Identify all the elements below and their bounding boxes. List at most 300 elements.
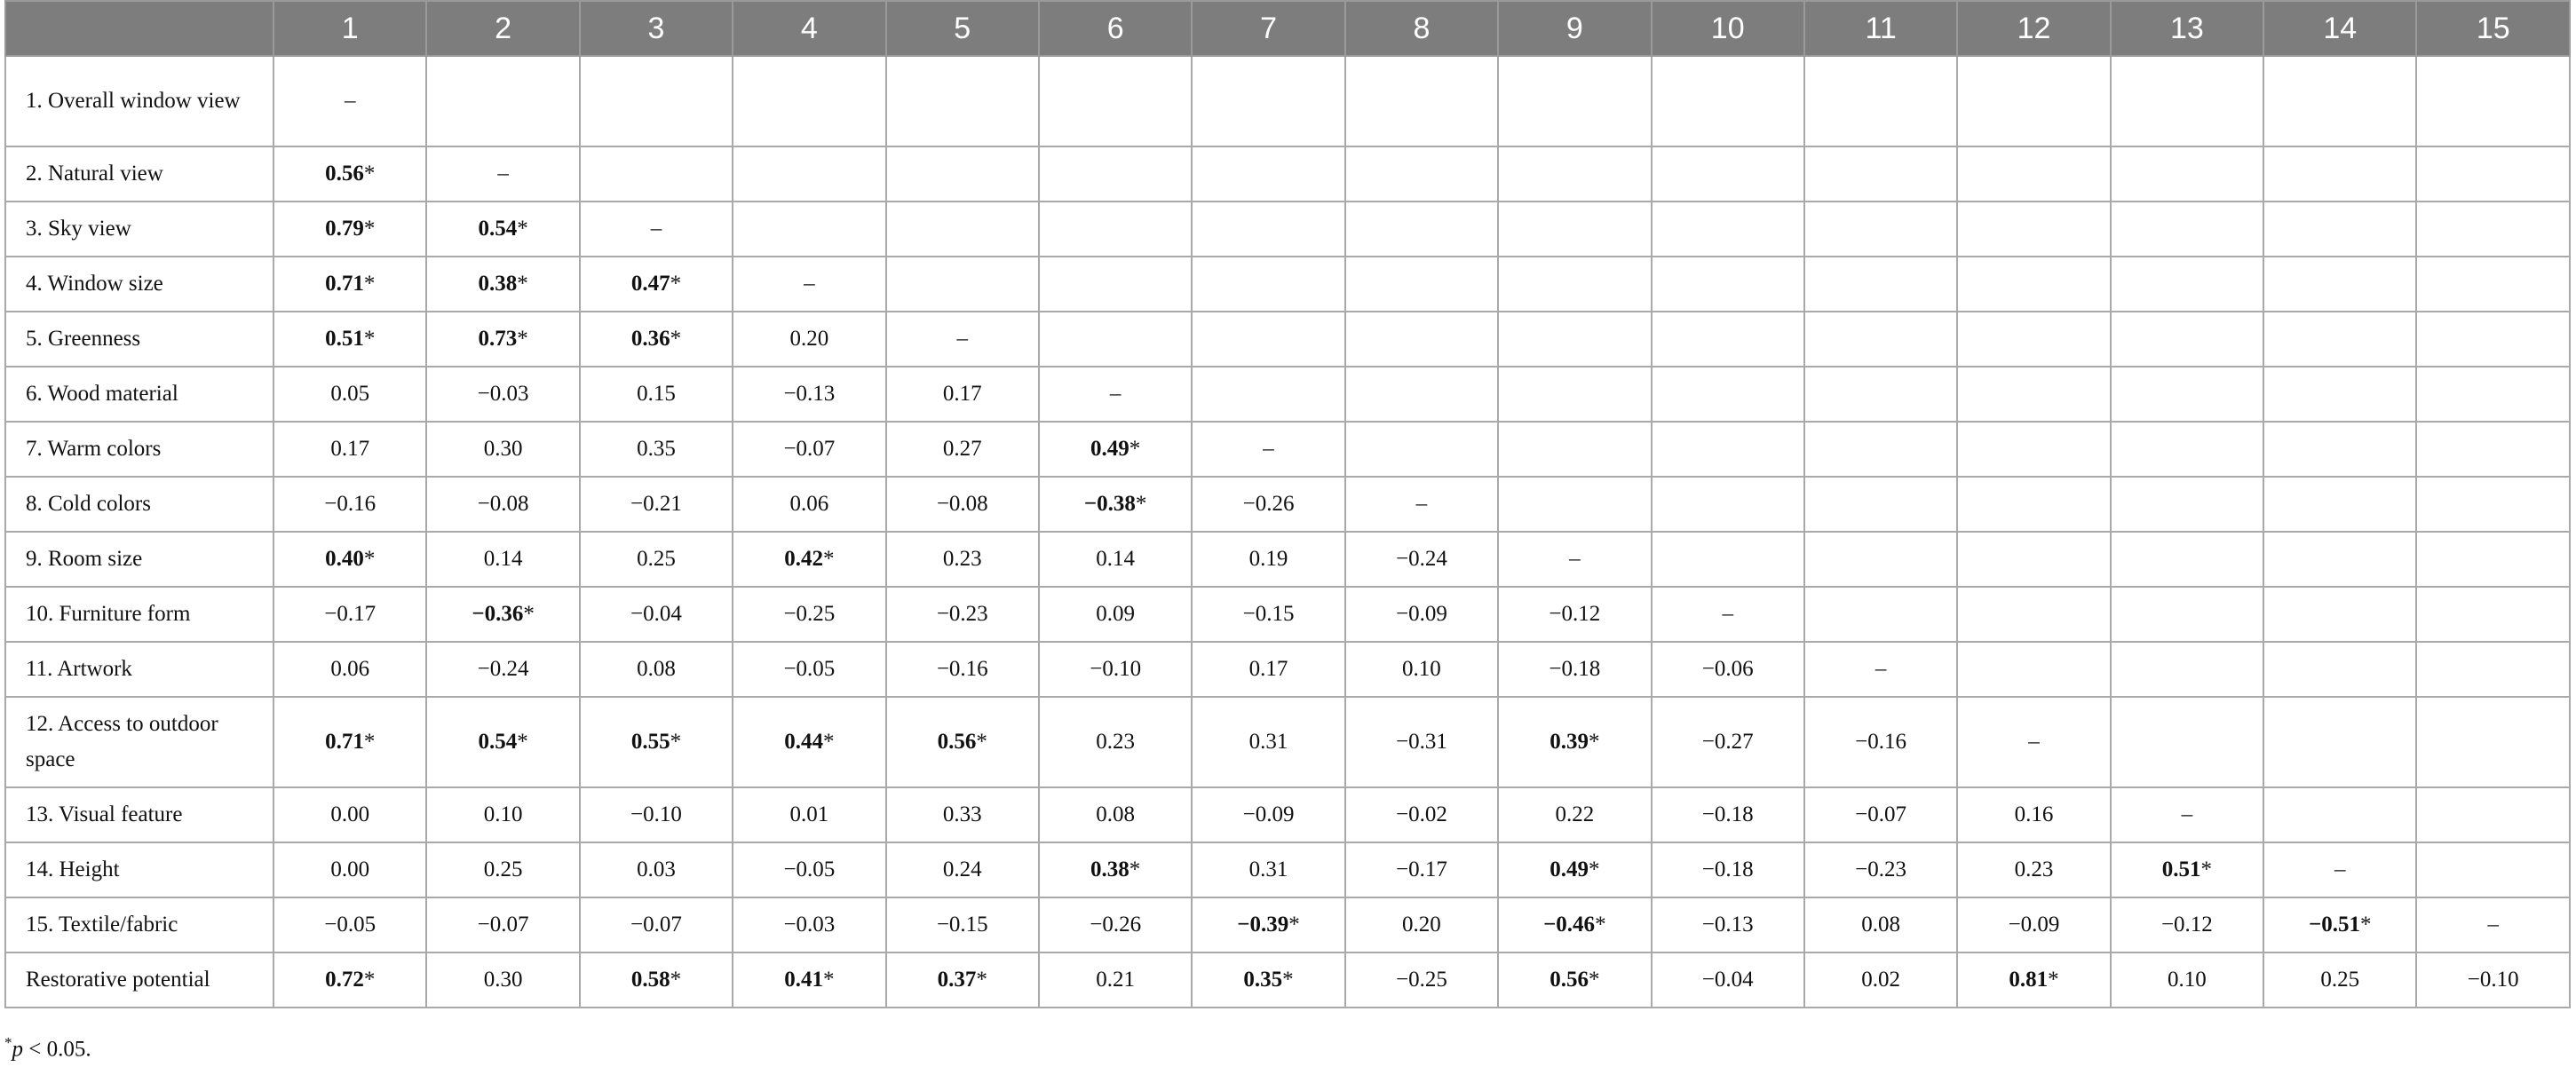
cell-value: 0.35 (1243, 968, 1283, 992)
table-cell (2416, 146, 2570, 202)
table-cell (1498, 642, 1651, 697)
cell-value: 0.30 (483, 437, 523, 461)
table-cell (1652, 257, 1804, 312)
table-cell (580, 952, 733, 1008)
table-cell (2111, 312, 2263, 367)
table-cell (733, 202, 885, 257)
table-cell (2263, 697, 2416, 787)
column-header-7: 7 (1192, 1, 1344, 56)
table-cell (273, 532, 426, 587)
table-cell (733, 587, 885, 642)
table-cell (1498, 56, 1651, 146)
table-cell (1652, 642, 1804, 697)
cell-value: −0.05 (324, 913, 376, 937)
table-row (5, 202, 2570, 257)
table-cell (1652, 146, 1804, 202)
significance-marker: * (363, 547, 376, 571)
table-cell (1498, 367, 1651, 422)
table-cell (733, 477, 885, 532)
table-cell (580, 257, 733, 312)
cell-value: −0.31 (1396, 730, 1447, 754)
table-cell (1652, 532, 1804, 587)
significance-marker: * (822, 730, 835, 754)
table-cell (1039, 312, 1192, 367)
table-cell (580, 202, 733, 257)
table-cell (273, 422, 426, 477)
table-cell (426, 842, 579, 897)
row-label: 11. Artwork (5, 642, 273, 697)
table-cell (2416, 642, 2570, 697)
table-cell (273, 146, 426, 202)
table-cell (1039, 257, 1192, 312)
cell-value: 0.33 (942, 802, 982, 826)
cell-value: 0.31 (1248, 858, 1288, 881)
cell-value: 0.36 (630, 327, 670, 351)
table-row (5, 146, 2570, 202)
cell-value: −0.15 (936, 913, 988, 937)
column-header-4: 4 (733, 1, 885, 56)
significance-marker: * (363, 968, 376, 992)
table-row (5, 532, 2570, 587)
cell-value: 0.14 (1096, 547, 1136, 571)
table-cell (733, 532, 885, 587)
cell-value: −0.13 (783, 382, 836, 406)
table-cell (2263, 587, 2416, 642)
table-cell (426, 697, 579, 787)
cell-value: 0.05 (330, 382, 370, 406)
cell-value: −0.10 (1090, 657, 1142, 681)
table-row (5, 897, 2570, 952)
cell-value: 0.23 (942, 547, 982, 571)
cell-value: – (1263, 437, 1274, 461)
table-cell (1039, 842, 1192, 897)
cell-value: 0.25 (637, 547, 676, 571)
table-cell (1804, 897, 1957, 952)
table-cell (733, 56, 885, 146)
cell-value: – (1415, 492, 1428, 516)
table-cell (733, 842, 885, 897)
cell-value: 0.42 (784, 547, 823, 571)
table-cell (273, 257, 426, 312)
table-cell (2263, 422, 2416, 477)
cell-value: – (2487, 913, 2499, 937)
cell-value: 0.71 (325, 272, 364, 296)
cell-value: 0.00 (330, 858, 370, 881)
table-cell (1345, 642, 1498, 697)
cell-value: 0.01 (789, 802, 829, 826)
table-cell (580, 587, 733, 642)
cell-value: 0.17 (1248, 657, 1288, 681)
cell-value: −0.09 (1396, 602, 1447, 626)
cell-value: 0.58 (630, 968, 670, 992)
table-cell (2111, 477, 2263, 532)
table-cell (1039, 367, 1192, 422)
table-cell (1192, 367, 1344, 422)
table-cell (426, 477, 579, 532)
cell-value: 0.02 (1861, 968, 1900, 992)
table-cell (273, 56, 426, 146)
table-cell (273, 842, 426, 897)
table-row (5, 56, 2570, 146)
table-cell (1957, 587, 2110, 642)
correlation-table (4, 0, 2571, 1008)
cell-value: −0.05 (783, 657, 836, 681)
table-cell (273, 697, 426, 787)
table-cell (2263, 952, 2416, 1008)
table-cell (2416, 257, 2570, 312)
cell-value: – (650, 217, 662, 241)
table-cell (1957, 477, 2110, 532)
cell-value: – (1875, 657, 1887, 681)
significance-marker: * (670, 730, 682, 754)
table-cell (1957, 56, 2110, 146)
table-cell (733, 897, 885, 952)
cell-value: 0.40 (325, 547, 364, 571)
table-cell (426, 587, 579, 642)
cell-value: – (1109, 382, 1122, 406)
table-cell (1957, 642, 2110, 697)
table-row (5, 587, 2570, 642)
footnote-text: < 0.05. (23, 1037, 91, 1062)
table-cell (2111, 587, 2263, 642)
cell-value: −0.23 (936, 602, 988, 626)
cell-value: – (1722, 602, 1733, 626)
table-cell (2111, 842, 2263, 897)
table-cell (426, 422, 579, 477)
table-cell (1345, 312, 1498, 367)
column-header-11: 11 (1804, 1, 1957, 56)
cell-value: 0.06 (789, 492, 829, 516)
table-cell (1039, 587, 1192, 642)
table-cell (426, 56, 579, 146)
cell-value: −0.25 (783, 602, 836, 626)
significance-marker: * (523, 602, 535, 626)
cell-value: −0.08 (936, 492, 988, 516)
table-cell (1804, 56, 1957, 146)
cell-value: −0.38 (1083, 492, 1136, 516)
significance-marker: * (670, 968, 682, 992)
column-header-14: 14 (2263, 1, 2416, 56)
significance-marker: * (670, 327, 682, 351)
table-cell (1652, 897, 1804, 952)
column-header-5: 5 (886, 1, 1039, 56)
cell-value: 0.30 (483, 968, 523, 992)
cell-value: −0.24 (1396, 547, 1447, 571)
table-cell (1192, 146, 1344, 202)
table-cell (1039, 697, 1192, 787)
table-cell (1957, 146, 2110, 202)
footnote-variable: p (12, 1037, 23, 1062)
table-cell (1192, 532, 1344, 587)
table-cell (1957, 842, 2110, 897)
table-cell (2416, 697, 2570, 787)
table-cell (1957, 202, 2110, 257)
cell-value: 0.10 (1402, 657, 1441, 681)
cell-value: 0.20 (1402, 913, 1441, 937)
table-cell (2111, 642, 2263, 697)
table-cell (2416, 367, 2570, 422)
table-cell (1652, 422, 1804, 477)
cell-value: 0.09 (1096, 602, 1136, 626)
table-cell (580, 422, 733, 477)
table-cell (886, 787, 1039, 842)
table-cell (1192, 257, 1344, 312)
significance-marker: * (1129, 437, 1141, 461)
cell-value: −0.15 (1242, 602, 1295, 626)
significance-marker: * (517, 272, 528, 296)
cell-value: – (344, 89, 356, 113)
table-cell (2416, 312, 2570, 367)
table-cell (2263, 367, 2416, 422)
table-cell (2416, 202, 2570, 257)
cell-value: −0.04 (630, 602, 682, 626)
table-cell (1652, 477, 1804, 532)
table-cell (1498, 842, 1651, 897)
table-cell (1957, 532, 2110, 587)
table-cell (1345, 842, 1498, 897)
table-cell (1345, 477, 1498, 532)
cell-value: 0.25 (2320, 968, 2360, 992)
table-cell (886, 202, 1039, 257)
row-label: 6. Wood material (5, 367, 273, 422)
table-cell (580, 56, 733, 146)
cell-value: −0.24 (477, 657, 529, 681)
table-cell (1192, 202, 1344, 257)
cell-value: −0.16 (1855, 730, 1907, 754)
cell-value: 0.08 (1096, 802, 1136, 826)
table-cell (1498, 532, 1651, 587)
row-label: 7. Warm colors (5, 422, 273, 477)
table-cell (1192, 56, 1344, 146)
table-cell (273, 367, 426, 422)
table-cell (733, 422, 885, 477)
table-cell (1804, 842, 1957, 897)
cell-value: 0.41 (784, 968, 823, 992)
table-cell (580, 787, 733, 842)
cell-value: −0.07 (783, 437, 836, 461)
header-corner (5, 1, 273, 56)
table-cell (2416, 56, 2570, 146)
cell-value: −0.46 (1543, 913, 1596, 937)
cell-value: 0.06 (330, 657, 370, 681)
cell-value: 0.20 (789, 327, 829, 351)
cell-value: 0.71 (325, 730, 364, 754)
table-cell (2111, 787, 2263, 842)
row-label: Restorative potential (5, 952, 273, 1008)
table-cell (1039, 897, 1192, 952)
cell-value: 0.19 (1248, 547, 1288, 571)
cell-value: −0.10 (2467, 968, 2519, 992)
table-cell (2111, 56, 2263, 146)
cell-value: 0.15 (637, 382, 676, 406)
cell-value: 0.39 (1550, 730, 1589, 754)
table-cell (1498, 312, 1651, 367)
significance-marker: * (517, 730, 528, 754)
table-cell (580, 477, 733, 532)
table-cell (2416, 422, 2570, 477)
table-cell (273, 312, 426, 367)
row-label: 5. Greenness (5, 312, 273, 367)
row-label: 8. Cold colors (5, 477, 273, 532)
cell-value: −0.18 (1701, 802, 1754, 826)
row-label: 1. Overall window view (5, 56, 273, 146)
table-cell (426, 312, 579, 367)
table-cell (1192, 842, 1344, 897)
table-cell (1345, 257, 1498, 312)
table-cell (1039, 642, 1192, 697)
table-cell (1345, 422, 1498, 477)
table-cell (2416, 787, 2570, 842)
cell-value: −0.05 (783, 858, 836, 881)
table-cell (2416, 897, 2570, 952)
table-cell (273, 787, 426, 842)
row-label: 15. Textile/fabric (5, 897, 273, 952)
table-cell (1957, 897, 2110, 952)
table-cell (426, 146, 579, 202)
table-cell (1652, 697, 1804, 787)
significance-marker: * (2360, 913, 2372, 937)
cell-value: −0.25 (1396, 968, 1447, 992)
table-cell (1652, 367, 1804, 422)
table-cell (1652, 952, 1804, 1008)
cell-value: 0.16 (2014, 802, 2054, 826)
cell-value: −0.13 (1701, 913, 1754, 937)
cell-value: −0.06 (1701, 657, 1754, 681)
cell-value: 0.35 (637, 437, 676, 461)
row-label: 12. Access to outdoor space (5, 697, 273, 787)
significance-marker: * (1595, 913, 1606, 937)
cell-value: 0.27 (942, 437, 982, 461)
table-cell (1957, 422, 2110, 477)
table-cell (1039, 146, 1192, 202)
table-cell (1192, 642, 1344, 697)
cell-value: 0.14 (483, 547, 523, 571)
table-cell (886, 367, 1039, 422)
significance-marker: * (363, 730, 376, 754)
table-cell (273, 642, 426, 697)
row-label: 10. Furniture form (5, 587, 273, 642)
table-row (5, 257, 2570, 312)
cell-value: 0.08 (1861, 913, 1900, 937)
table-cell (1039, 532, 1192, 587)
table-cell (733, 952, 885, 1008)
column-header-13: 13 (2111, 1, 2263, 56)
table-cell (2263, 842, 2416, 897)
significance-marker: * (822, 547, 835, 571)
table-cell (1498, 787, 1651, 842)
table-cell (1652, 787, 1804, 842)
table-cell (1039, 787, 1192, 842)
table-cell (2263, 56, 2416, 146)
cell-value: −0.12 (1549, 602, 1601, 626)
table-cell (733, 367, 885, 422)
table-cell (1804, 477, 1957, 532)
significance-marker: * (976, 968, 987, 992)
table-cell (1804, 367, 1957, 422)
table-cell (426, 532, 579, 587)
table-cell (1498, 477, 1651, 532)
significance-marker: * (2048, 968, 2059, 992)
table-cell (1192, 477, 1344, 532)
table-row (5, 477, 2570, 532)
table-row (5, 787, 2570, 842)
table-cell (1345, 697, 1498, 787)
table-cell (1804, 952, 1957, 1008)
table-cell (1039, 952, 1192, 1008)
table-cell (1498, 697, 1651, 787)
row-label: 9. Room size (5, 532, 273, 587)
table-cell (2416, 952, 2570, 1008)
cell-value: −0.03 (477, 382, 529, 406)
cell-value: −0.21 (630, 492, 682, 516)
cell-value: – (2334, 858, 2346, 881)
cell-value: −0.09 (2008, 913, 2060, 937)
table-cell (2111, 422, 2263, 477)
cell-value: 0.23 (2014, 858, 2054, 881)
cell-value: – (2028, 730, 2040, 754)
cell-value: 0.54 (478, 730, 518, 754)
cell-value: −0.02 (1396, 802, 1447, 826)
significance-marker: * (976, 730, 987, 754)
table-cell (1652, 56, 1804, 146)
table-cell (2263, 477, 2416, 532)
table-cell (2111, 202, 2263, 257)
significance-marker: * (1588, 968, 1600, 992)
table-cell (1345, 587, 1498, 642)
table-cell (580, 897, 733, 952)
cell-value: −0.18 (1701, 858, 1754, 881)
table-cell (1957, 697, 2110, 787)
table-cell (426, 202, 579, 257)
column-header-3: 3 (580, 1, 733, 56)
table-cell (1957, 257, 2110, 312)
cell-value: 0.81 (2009, 968, 2049, 992)
row-label: 2. Natural view (5, 146, 273, 202)
table-cell (1498, 952, 1651, 1008)
cell-value: 0.38 (1090, 858, 1129, 881)
column-header-6: 6 (1039, 1, 1192, 56)
table-cell (1192, 312, 1344, 367)
table-cell (2263, 202, 2416, 257)
cell-value: 0.08 (637, 657, 676, 681)
table-cell (580, 146, 733, 202)
table-row (5, 842, 2570, 897)
cell-value: – (804, 272, 815, 296)
cell-value: −0.16 (324, 492, 376, 516)
table-cell (1345, 787, 1498, 842)
table-cell (886, 532, 1039, 587)
table-cell (1957, 952, 2110, 1008)
table-cell (1498, 422, 1651, 477)
cell-value: −0.36 (472, 602, 524, 626)
cell-value: −0.39 (1237, 913, 1289, 937)
cell-value: 0.00 (330, 802, 370, 826)
cell-value: – (956, 327, 968, 351)
table-cell (426, 642, 579, 697)
table-cell (886, 952, 1039, 1008)
significance-marker: * (1588, 730, 1600, 754)
table-cell (1192, 587, 1344, 642)
table-cell (273, 202, 426, 257)
table-cell (2263, 532, 2416, 587)
table-cell (1039, 477, 1192, 532)
table-cell (2111, 897, 2263, 952)
table-cell (580, 312, 733, 367)
table-cell (580, 642, 733, 697)
table-cell (1498, 587, 1651, 642)
table-row (5, 642, 2570, 697)
cell-value: −0.07 (477, 913, 529, 937)
